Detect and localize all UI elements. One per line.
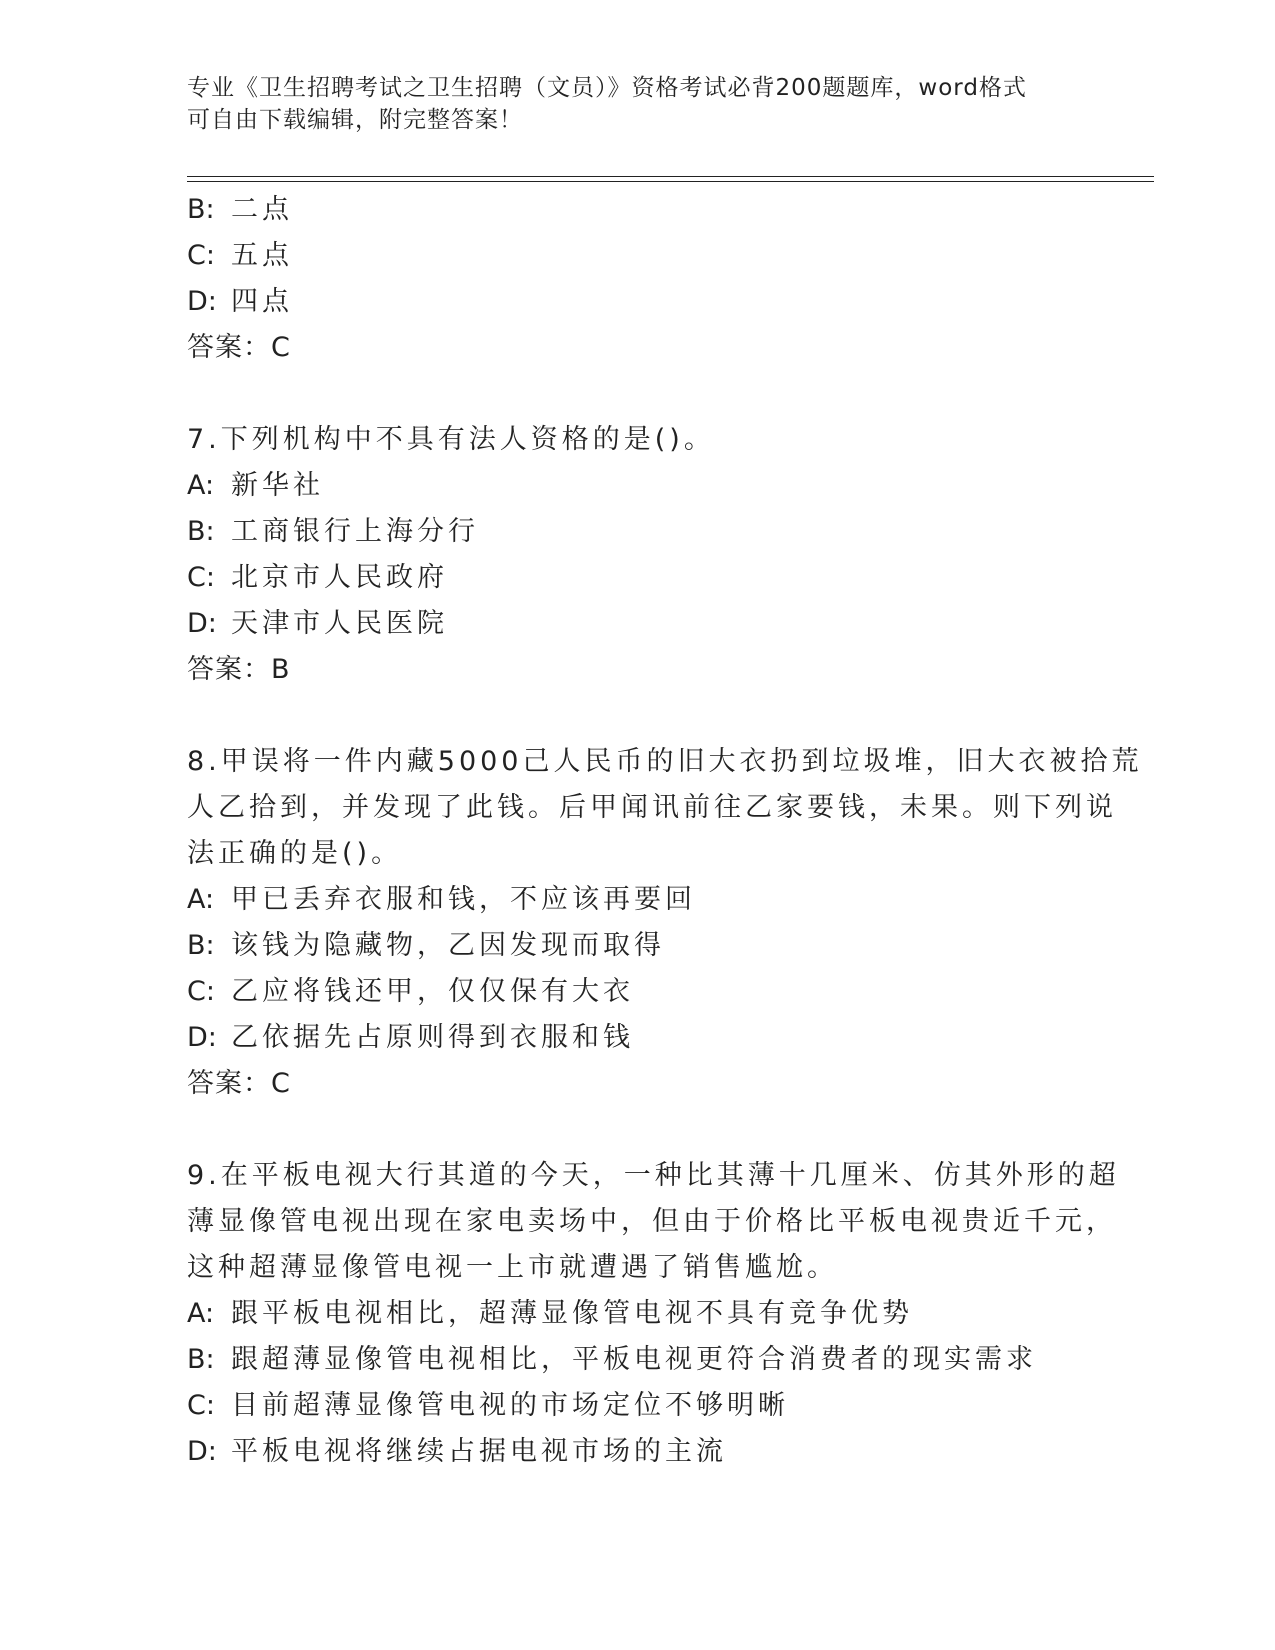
option-d (187, 279, 1087, 325)
option-label: A: (187, 884, 215, 915)
option-d (187, 601, 1087, 647)
question-stem: 7.下列机构中不具有法人资格的是()。 (187, 424, 715, 455)
option-text: 该钱为隐藏物，乙因发现而取得 (231, 930, 665, 961)
option-d (187, 1429, 1087, 1475)
option-text: 平板电视将继续占据电视市场的主流 (231, 1436, 727, 1467)
option-label: D: (187, 1022, 217, 1053)
option-label: D: (187, 1436, 217, 1467)
option-label: A: (187, 470, 215, 501)
option-text: 新华社 (231, 470, 324, 501)
answer-line: 答案：C (187, 332, 291, 363)
option-label: C: (187, 562, 215, 593)
option-label: B: (187, 1344, 215, 1375)
answer-line: 答案：C (187, 1068, 291, 1099)
document-header (187, 72, 1067, 136)
option-text: 二点 (231, 194, 293, 225)
option-label: C: (187, 1390, 215, 1421)
option-c (187, 555, 1087, 601)
option-text: 天津市人民医院 (231, 608, 448, 639)
header-title-line-1: 专业《卫生招聘考试之卫生招聘（文员）》资格考试必背200题题库，word格式 (187, 75, 1027, 101)
question-stem-line-1: 8.甲误将一件内藏5000己人民币的旧大衣扔到垃圾堆，旧大衣被拾荒 (187, 746, 1143, 777)
option-a (187, 877, 1087, 923)
question-6-tail (187, 187, 1087, 371)
option-label: B: (187, 930, 215, 961)
option-b (187, 187, 1087, 233)
option-b (187, 923, 1087, 969)
question-stem-line-2: 薄显像管电视出现在家电卖场中，但由于价格比平板电视贵近千元， (187, 1206, 1117, 1237)
option-c (187, 233, 1087, 279)
option-label: A: (187, 1298, 215, 1329)
option-text: 五点 (231, 240, 293, 271)
option-label: D: (187, 608, 217, 639)
header-divider-top (187, 176, 1154, 177)
option-label: C: (187, 976, 215, 1007)
option-b (187, 509, 1087, 555)
option-b (187, 1337, 1087, 1383)
option-text: 工商银行上海分行 (231, 516, 479, 547)
option-text: 乙应将钱还甲，仅仅保有大衣 (231, 976, 634, 1007)
option-label: B: (187, 194, 215, 225)
option-a (187, 1291, 1087, 1337)
option-text: 乙依据先占原则得到衣服和钱 (231, 1022, 634, 1053)
option-label: B: (187, 516, 215, 547)
option-d (187, 1015, 1087, 1061)
option-text: 北京市人民政府 (231, 562, 448, 593)
option-a (187, 463, 1087, 509)
question-stem-line-2: 人乙拾到，并发现了此钱。后甲闻讯前往乙家要钱，未果。则下列说 (187, 792, 1117, 823)
question-8 (187, 739, 1143, 1107)
option-text: 跟平板电视相比，超薄显像管电视不具有竞争优势 (231, 1298, 913, 1329)
question-stem-line-1: 9.在平板电视大行其道的今天，一种比其薄十几厘米、仿其外形的超 (187, 1160, 1120, 1191)
option-label: C: (187, 240, 215, 271)
question-stem-line-3: 这种超薄显像管电视一上市就遭遇了销售尴尬。 (187, 1252, 838, 1283)
option-text: 甲已丢弃衣服和钱，不应该再要回 (231, 884, 696, 915)
question-7 (187, 417, 1087, 693)
option-text: 目前超薄显像管电视的市场定位不够明晰 (231, 1390, 789, 1421)
option-c (187, 969, 1087, 1015)
answer-line: 答案：B (187, 654, 291, 685)
question-stem-line-3: 法正确的是()。 (187, 838, 403, 869)
question-content (187, 187, 1143, 1475)
option-label: D: (187, 286, 217, 317)
header-divider-bottom (187, 181, 1154, 182)
question-9 (187, 1153, 1120, 1475)
option-c (187, 1383, 1087, 1429)
header-title-line-2: 可自由下载编辑，附完整答案！ (187, 107, 523, 133)
option-text: 跟超薄显像管电视相比，平板电视更符合消费者的现实需求 (231, 1344, 1037, 1375)
option-text: 四点 (231, 286, 293, 317)
